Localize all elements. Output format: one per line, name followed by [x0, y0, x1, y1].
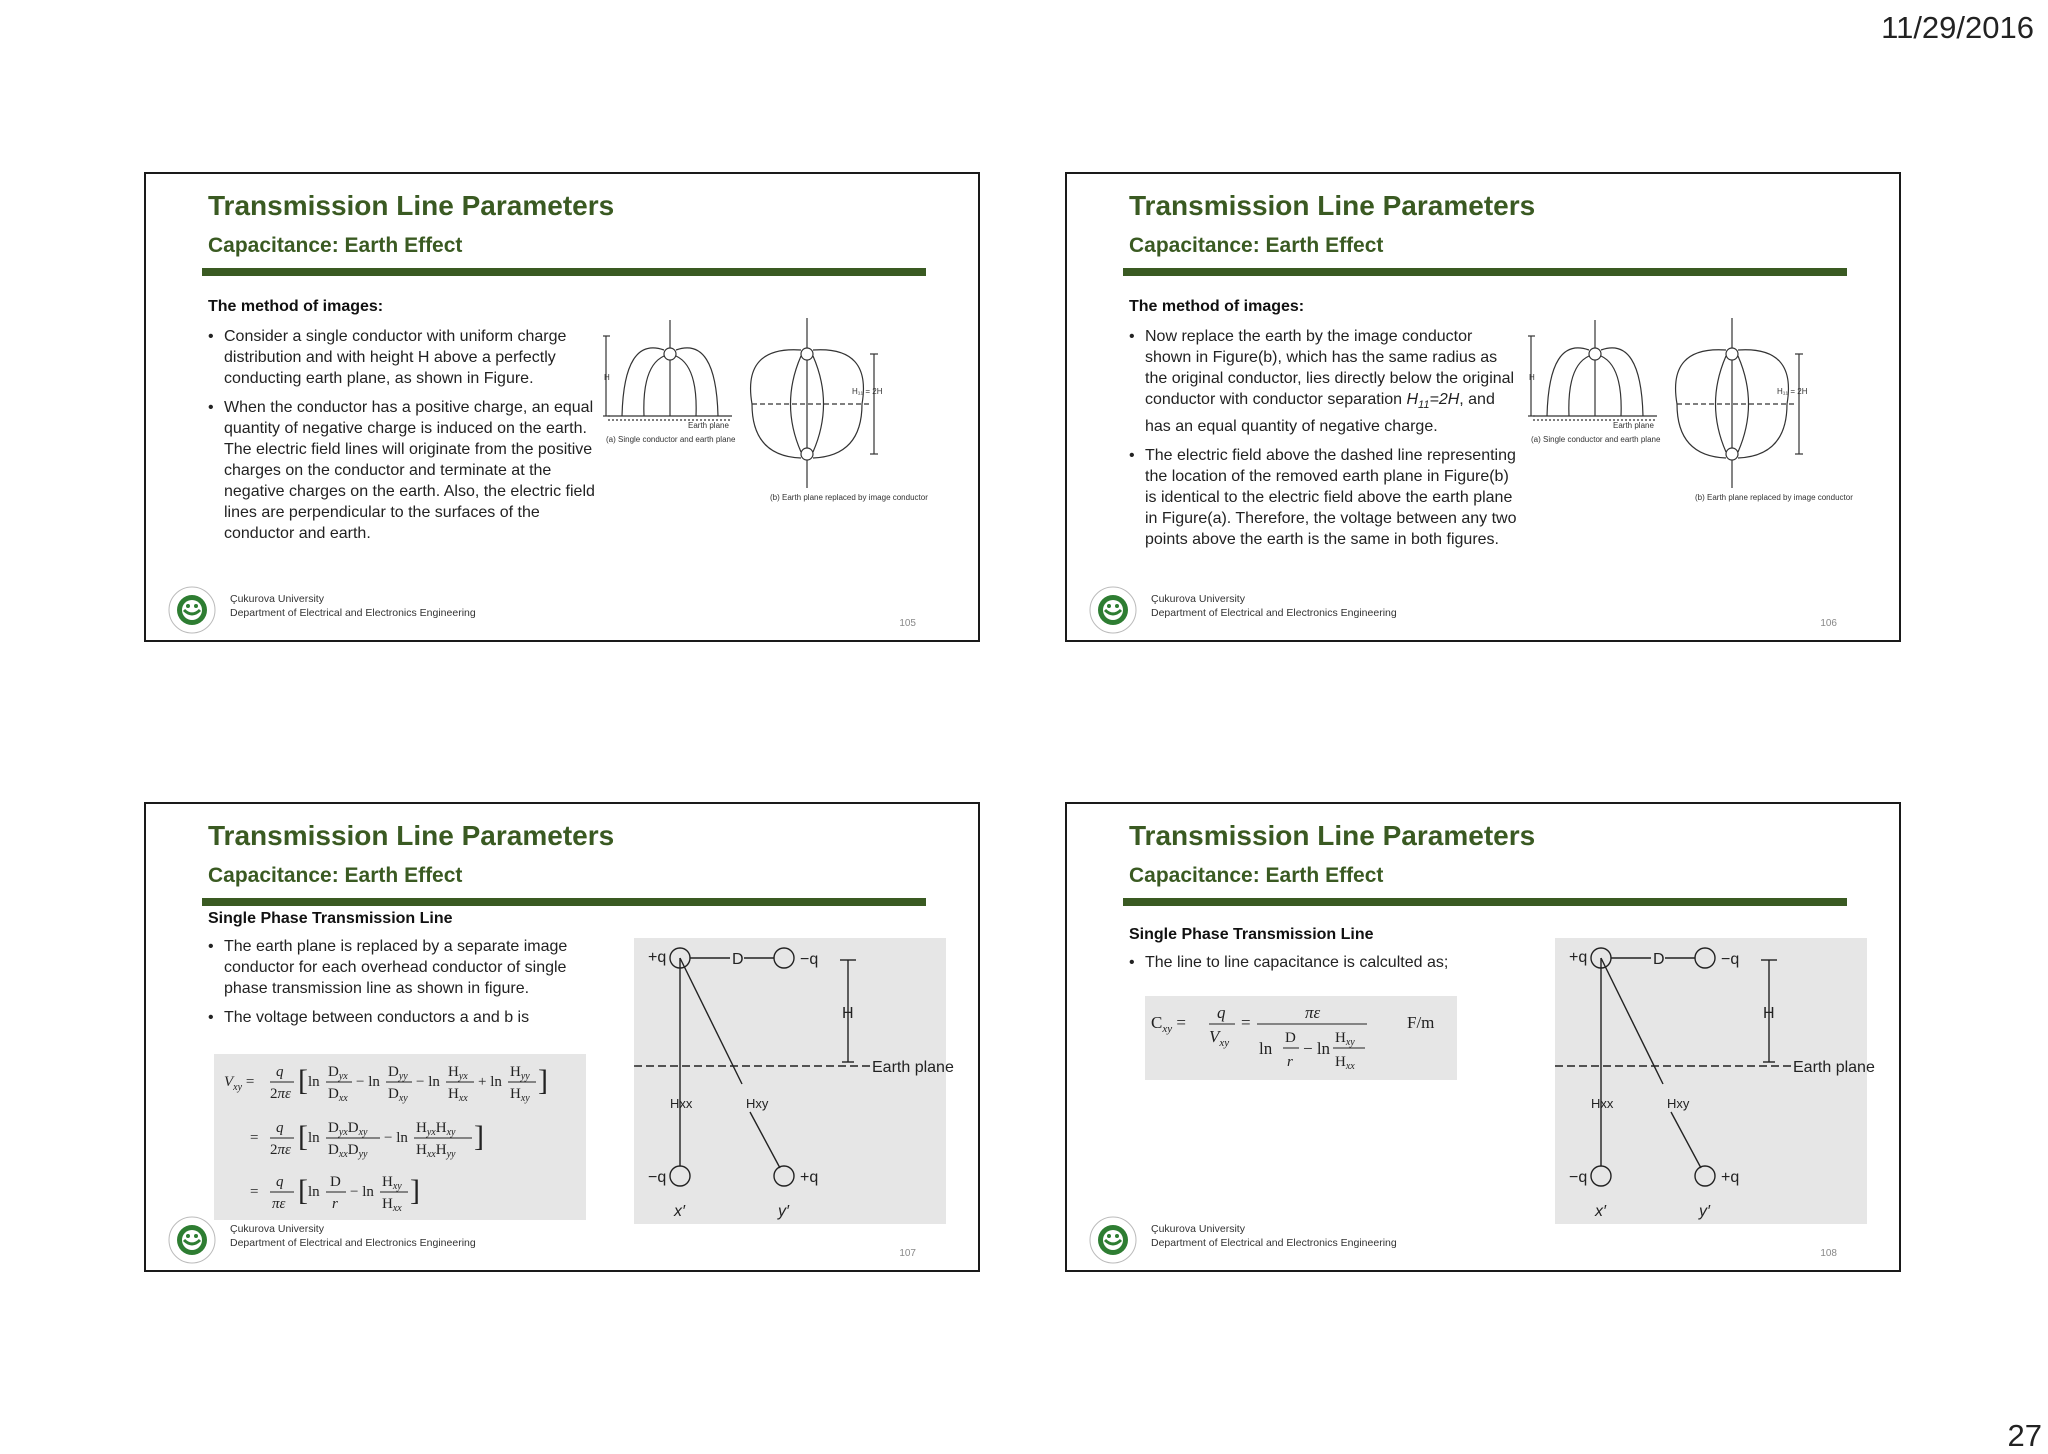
earth-plane-label: Earth plane [1613, 421, 1654, 430]
svg-text:+ ln: + ln [478, 1074, 502, 1090]
svg-text:Hxx: $H_{xx}$ [382, 1196, 402, 1214]
svg-text:− ln: − ln [350, 1184, 374, 1200]
y-prime-label: y′ [1699, 1203, 1710, 1220]
footer-text [230, 1222, 476, 1250]
bullet-list [208, 326, 596, 552]
section-heading: The method of images: [1129, 298, 1305, 315]
caption-a: (a) Single conductor and earth plane [606, 435, 736, 444]
plus-q-image-label: +q [1721, 1169, 1740, 1186]
conductor-image-figure [634, 938, 954, 1224]
hxx-label: Hxx [1591, 1096, 1614, 1111]
university-name: Çukurova University [1151, 593, 1245, 605]
svg-text:− ln: − ln [1303, 1039, 1331, 1058]
university-logo [168, 586, 216, 634]
hxy-label: Hxy [746, 1096, 769, 1111]
section-heading: Single Phase Transmission Line [1129, 926, 1374, 943]
svg-text:Hxx: $H_{xx}$ [448, 1086, 468, 1104]
svg-text:2πε: 2πε [270, 1142, 291, 1158]
university-name: Çukurova University [230, 593, 324, 605]
title-divider [202, 898, 926, 906]
bullet-item: • The earth plane is replaced by a separate image conductor for each overhead conductor of single phase transmission line as shown in figure. [208, 936, 598, 999]
bullet-item: • The line to line capacitance is calculted as; [1129, 952, 1529, 973]
svg-text:− ln: − ln [416, 1074, 440, 1090]
slide-108 [1065, 802, 1901, 1272]
svg-text:− ln: − ln [384, 1130, 408, 1146]
d-label: D [1653, 951, 1665, 968]
section-heading: Single Phase Transmission Line [208, 910, 453, 927]
slide-number: 107 [899, 1248, 916, 1259]
slide-number: 108 [1820, 1248, 1837, 1259]
h-label: H [842, 1005, 854, 1022]
svg-text:[: [ [298, 1064, 308, 1097]
height-label: H [604, 373, 610, 382]
image-method-figure [602, 306, 928, 516]
slide-subtitle: Capacitance: Earth Effect [208, 864, 463, 887]
svg-text:πε: πε [1305, 1003, 1321, 1022]
slide-105 [144, 172, 980, 642]
svg-text:− ln: − ln [356, 1074, 380, 1090]
plus-q-label: +q [648, 949, 667, 966]
earth-plane-label: Earth plane [1793, 1059, 1875, 1076]
slide-number: 105 [899, 618, 916, 629]
footer-text [230, 592, 476, 620]
plus-q-image-label: +q [800, 1169, 819, 1186]
university-logo [1089, 586, 1137, 634]
plus-q-label: +q [1569, 949, 1588, 966]
minus-q-image-label: −q [1569, 1169, 1588, 1186]
svg-text:Hxy: $H_{xy}$ [510, 1086, 530, 1104]
svg-text:[: [ [298, 1174, 308, 1207]
bullet-item: • Now replace the earth by the image conductor shown in Figure(b), which has the same radius as the original conductor, lies directly below the original conductor with conductor separation $H_{11}=2H$, and has an equal quantity of negative charge. [1129, 326, 1521, 437]
svg-text:2πε: 2πε [270, 1086, 291, 1102]
svg-text:q: q [276, 1120, 284, 1136]
d-label: D [732, 951, 744, 968]
minus-q-image-label: −q [648, 1169, 667, 1186]
y-prime-label: y′ [778, 1203, 789, 1220]
svg-text:ln: ln [308, 1074, 320, 1090]
svg-text:Dxx: $D_{xx}$ [328, 1086, 348, 1104]
university-logo [168, 1216, 216, 1264]
caption-b: (b) Earth plane replaced by image conductor [770, 493, 928, 502]
svg-text:Dyy: $D_{yy}$ [388, 1064, 408, 1082]
university-logo [1089, 1216, 1137, 1264]
svg-text:D: D [330, 1174, 341, 1190]
department-name: Department of Electrical and Electronics Engineering [230, 1237, 476, 1249]
department-name: Department of Electrical and Electronics Engineering [1151, 607, 1397, 619]
separation-label: H₁₁ = 2H [852, 387, 883, 396]
svg-text:]: ] [538, 1064, 548, 1097]
separation-label: H₁₁ = 2H [1777, 387, 1808, 396]
page-number: 27 [2007, 1418, 2042, 1453]
h-label: H [1763, 1005, 1775, 1022]
svg-text:πε: πε [272, 1196, 286, 1212]
bullet-item: • Consider a single conductor with uniform charge distribution and with height H above a perfectly conducting earth plane, as shown in Figure. [208, 326, 596, 389]
svg-text:r: r [1287, 1054, 1293, 1070]
figure-b [1676, 318, 1803, 488]
svg-text:Dxy: $D_{xy}$ [388, 1086, 408, 1104]
conductor-image-figure [1555, 938, 1875, 1224]
minus-q-label: −q [1721, 951, 1740, 968]
bullet-list [208, 936, 598, 1036]
caption-b: (b) Earth plane replaced by image conductor [1695, 493, 1853, 502]
minus-q-label: −q [800, 951, 819, 968]
caption-a: (a) Single conductor and earth plane [1531, 435, 1661, 444]
slide-title: Transmission Line Parameters [208, 190, 615, 221]
slide-title: Transmission Line Parameters [1129, 820, 1536, 851]
svg-text:q: q [276, 1064, 284, 1080]
svg-text:[: [ [298, 1120, 308, 1153]
voltage-equation [214, 1054, 586, 1220]
svg-text:]: ] [474, 1120, 484, 1153]
slide-title: Transmission Line Parameters [1129, 190, 1536, 221]
image-method-figure [1527, 306, 1853, 516]
svg-text:=: = [250, 1130, 259, 1146]
slide-title: Transmission Line Parameters [208, 820, 615, 851]
conductor-circle [664, 348, 676, 360]
bullet-item: • The voltage between conductors a and b is [208, 1007, 598, 1028]
svg-text:Hyy: $H_{yy}$ [510, 1064, 530, 1082]
footer-text [1151, 1222, 1397, 1250]
svg-text:DyxDxy: $D_{yx}D_{xy}$ [328, 1120, 368, 1138]
svg-text:Dyx: $D_{yx}$ [328, 1064, 348, 1082]
hxy-label: Hxy [1667, 1096, 1690, 1111]
svg-text:Vxy =: $V_{xy}$ = [224, 1074, 255, 1093]
page-date: 11/29/2016 [1881, 10, 2034, 45]
slide-subtitle: Capacitance: Earth Effect [1129, 864, 1384, 887]
section-heading: The method of images: [208, 298, 384, 315]
bullet-list [1129, 952, 1529, 981]
title-divider [1123, 268, 1847, 276]
svg-text:Cxy =: $C_{xy}$ = [1151, 1013, 1186, 1035]
bullet-item: • When the conductor has a positive charge, an equal quantity of negative charge is induced on the earth. The electric field lines will originate from the positive charges on the conductor and terminate at the negative charges on the earth. Also, the electric field lines are perpendicular to the surfaces of the conductor and earth. [208, 397, 596, 544]
svg-text:Hyx: $H_{yx}$ [448, 1064, 468, 1082]
department-name: Department of Electrical and Electronics Engineering [230, 607, 476, 619]
university-name: Çukurova University [1151, 1223, 1245, 1235]
title-divider [202, 268, 926, 276]
earth-plane-label: Earth plane [688, 421, 729, 430]
svg-text:D: D [1285, 1030, 1296, 1046]
height-label: H [1529, 373, 1535, 382]
svg-text:Vxy: $V_{xy}$ [1209, 1027, 1230, 1049]
capacitance-equation [1145, 996, 1457, 1080]
slide-107 [144, 802, 980, 1272]
bullet-list [1129, 326, 1521, 558]
svg-text:Hxx: $H_{xx}$ [1335, 1054, 1355, 1072]
svg-text:q: q [1217, 1003, 1226, 1022]
svg-text:q: q [276, 1174, 284, 1190]
department-name: Department of Electrical and Electronics Engineering [1151, 1237, 1397, 1249]
svg-text:=: = [250, 1184, 259, 1200]
bullet-item: • The electric field above the dashed line representing the location of the removed earth plane in Figure(b) is identical to the electric field above the earth plane in Figure(a). Therefore, the voltage between any two points above the earth is the same in both figures. [1129, 445, 1521, 550]
figure-b [751, 318, 878, 488]
unit-label: F/m [1407, 1013, 1435, 1032]
svg-text:=: = [1241, 1013, 1251, 1032]
figure-a [603, 320, 732, 420]
slide-106 [1065, 172, 1901, 642]
x-prime-label: x′ [1595, 1203, 1606, 1220]
svg-text:HyxHxy: $H_{yx}H_{xy}$ [416, 1120, 456, 1138]
svg-text:r: r [332, 1196, 338, 1212]
svg-text:HxxHyy: $H_{xx}H_{yy}$ [416, 1142, 456, 1160]
university-name: Çukurova University [230, 1223, 324, 1235]
svg-text:]: ] [410, 1174, 420, 1207]
svg-text:ln: ln [1259, 1039, 1273, 1058]
earth-plane-label: Earth plane [872, 1059, 954, 1076]
svg-text:Hxy: $H_{xy}$ [382, 1174, 402, 1192]
slide-subtitle: Capacitance: Earth Effect [1129, 234, 1384, 257]
x-prime-label: x′ [674, 1203, 685, 1220]
footer-text [1151, 592, 1397, 620]
svg-text:Hxy: $H_{xy}$ [1335, 1030, 1355, 1048]
svg-text:ln: ln [308, 1130, 320, 1146]
slide-subtitle: Capacitance: Earth Effect [208, 234, 463, 257]
figure-a [1528, 320, 1657, 420]
slide-number: 106 [1820, 618, 1837, 629]
svg-text:ln: ln [308, 1184, 320, 1200]
title-divider [1123, 898, 1847, 906]
svg-text:DxxDyy: $D_{xx}D_{yy}$ [328, 1142, 368, 1160]
hxx-label: Hxx [670, 1096, 693, 1111]
